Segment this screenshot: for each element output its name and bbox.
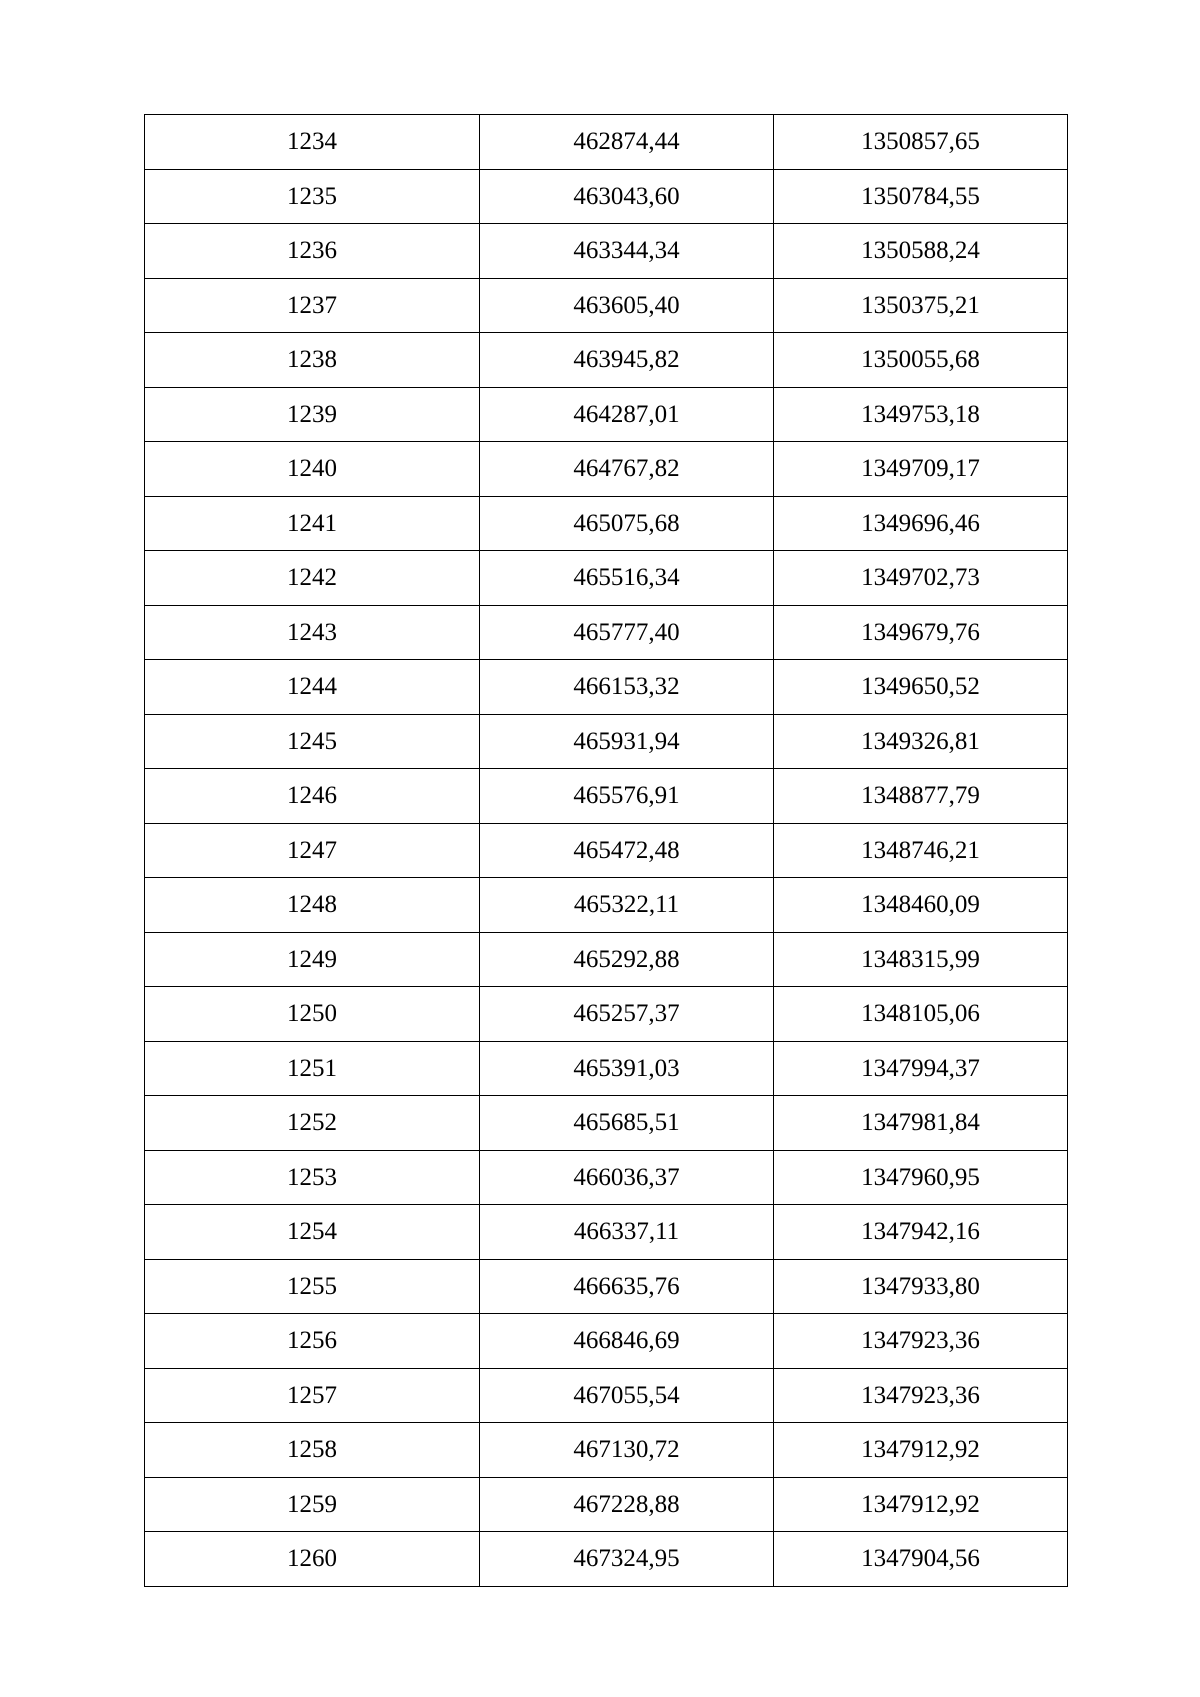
table-row (145, 1205, 1068, 1260)
x-coordinate-cell: 465777,40 (480, 605, 774, 660)
x-coordinate-cell: 463605,40 (480, 278, 774, 333)
table-row (145, 1423, 1068, 1478)
y-coordinate-cell: 1347981,84 (774, 1096, 1068, 1151)
y-coordinate-cell: 1348460,09 (774, 878, 1068, 933)
point-number-cell: 1258 (145, 1423, 480, 1478)
table-row (145, 1477, 1068, 1532)
y-coordinate-cell: 1350055,68 (774, 333, 1068, 388)
point-number-cell: 1246 (145, 769, 480, 824)
table-row (145, 169, 1068, 224)
x-coordinate-cell: 463043,60 (480, 169, 774, 224)
y-coordinate-cell: 1347933,80 (774, 1259, 1068, 1314)
y-coordinate-cell: 1348877,79 (774, 769, 1068, 824)
point-number-cell: 1260 (145, 1532, 480, 1587)
table-row (145, 1314, 1068, 1369)
x-coordinate-cell: 465292,88 (480, 932, 774, 987)
table-row (145, 714, 1068, 769)
y-coordinate-cell: 1349709,17 (774, 442, 1068, 497)
point-number-cell: 1251 (145, 1041, 480, 1096)
point-number-cell: 1240 (145, 442, 480, 497)
table-row (145, 333, 1068, 388)
point-number-cell: 1237 (145, 278, 480, 333)
point-number-cell: 1249 (145, 932, 480, 987)
table-row (145, 551, 1068, 606)
table-row (145, 878, 1068, 933)
coordinates-table-body (145, 115, 1068, 1587)
x-coordinate-cell: 463945,82 (480, 333, 774, 388)
table-row (145, 987, 1068, 1042)
x-coordinate-cell: 465576,91 (480, 769, 774, 824)
y-coordinate-cell: 1348315,99 (774, 932, 1068, 987)
x-coordinate-cell: 467130,72 (480, 1423, 774, 1478)
y-coordinate-cell: 1349702,73 (774, 551, 1068, 606)
y-coordinate-cell: 1347912,92 (774, 1477, 1068, 1532)
table-row (145, 932, 1068, 987)
table-row (145, 1532, 1068, 1587)
table-row (145, 660, 1068, 715)
point-number-cell: 1256 (145, 1314, 480, 1369)
point-number-cell: 1238 (145, 333, 480, 388)
x-coordinate-cell: 467055,54 (480, 1368, 774, 1423)
x-coordinate-cell: 465075,68 (480, 496, 774, 551)
table-row (145, 1096, 1068, 1151)
x-coordinate-cell: 466635,76 (480, 1259, 774, 1314)
table-row (145, 1259, 1068, 1314)
coordinates-table (144, 114, 1068, 1587)
table-row (145, 1041, 1068, 1096)
table-row (145, 823, 1068, 878)
table-row (145, 605, 1068, 660)
y-coordinate-cell: 1348746,21 (774, 823, 1068, 878)
x-coordinate-cell: 466337,11 (480, 1205, 774, 1260)
y-coordinate-cell: 1350857,65 (774, 115, 1068, 170)
x-coordinate-cell: 463344,34 (480, 224, 774, 279)
point-number-cell: 1236 (145, 224, 480, 279)
point-number-cell: 1259 (145, 1477, 480, 1532)
point-number-cell: 1245 (145, 714, 480, 769)
x-coordinate-cell: 464767,82 (480, 442, 774, 497)
table-row (145, 115, 1068, 170)
point-number-cell: 1252 (145, 1096, 480, 1151)
point-number-cell: 1257 (145, 1368, 480, 1423)
point-number-cell: 1253 (145, 1150, 480, 1205)
y-coordinate-cell: 1349326,81 (774, 714, 1068, 769)
y-coordinate-cell: 1347994,37 (774, 1041, 1068, 1096)
y-coordinate-cell: 1347923,36 (774, 1368, 1068, 1423)
point-number-cell: 1241 (145, 496, 480, 551)
point-number-cell: 1243 (145, 605, 480, 660)
y-coordinate-cell: 1347912,92 (774, 1423, 1068, 1478)
point-number-cell: 1244 (145, 660, 480, 715)
x-coordinate-cell: 464287,01 (480, 387, 774, 442)
point-number-cell: 1235 (145, 169, 480, 224)
y-coordinate-cell: 1347904,56 (774, 1532, 1068, 1587)
table-row (145, 224, 1068, 279)
x-coordinate-cell: 462874,44 (480, 115, 774, 170)
y-coordinate-cell: 1349679,76 (774, 605, 1068, 660)
x-coordinate-cell: 465516,34 (480, 551, 774, 606)
y-coordinate-cell: 1347960,95 (774, 1150, 1068, 1205)
x-coordinate-cell: 465322,11 (480, 878, 774, 933)
y-coordinate-cell: 1347923,36 (774, 1314, 1068, 1369)
point-number-cell: 1250 (145, 987, 480, 1042)
table-row (145, 278, 1068, 333)
point-number-cell: 1242 (145, 551, 480, 606)
y-coordinate-cell: 1350784,55 (774, 169, 1068, 224)
x-coordinate-cell: 466846,69 (480, 1314, 774, 1369)
table-row (145, 1368, 1068, 1423)
y-coordinate-cell: 1350588,24 (774, 224, 1068, 279)
table-row (145, 496, 1068, 551)
y-coordinate-cell: 1349650,52 (774, 660, 1068, 715)
x-coordinate-cell: 466153,32 (480, 660, 774, 715)
x-coordinate-cell: 465472,48 (480, 823, 774, 878)
y-coordinate-cell: 1348105,06 (774, 987, 1068, 1042)
x-coordinate-cell: 465685,51 (480, 1096, 774, 1151)
point-number-cell: 1239 (145, 387, 480, 442)
point-number-cell: 1248 (145, 878, 480, 933)
y-coordinate-cell: 1350375,21 (774, 278, 1068, 333)
x-coordinate-cell: 467228,88 (480, 1477, 774, 1532)
x-coordinate-cell: 466036,37 (480, 1150, 774, 1205)
table-row (145, 442, 1068, 497)
table-row (145, 1150, 1068, 1205)
point-number-cell: 1254 (145, 1205, 480, 1260)
point-number-cell: 1255 (145, 1259, 480, 1314)
point-number-cell: 1247 (145, 823, 480, 878)
table-row (145, 769, 1068, 824)
x-coordinate-cell: 465257,37 (480, 987, 774, 1042)
x-coordinate-cell: 467324,95 (480, 1532, 774, 1587)
x-coordinate-cell: 465931,94 (480, 714, 774, 769)
y-coordinate-cell: 1349696,46 (774, 496, 1068, 551)
y-coordinate-cell: 1349753,18 (774, 387, 1068, 442)
table-row (145, 387, 1068, 442)
x-coordinate-cell: 465391,03 (480, 1041, 774, 1096)
y-coordinate-cell: 1347942,16 (774, 1205, 1068, 1260)
point-number-cell: 1234 (145, 115, 480, 170)
